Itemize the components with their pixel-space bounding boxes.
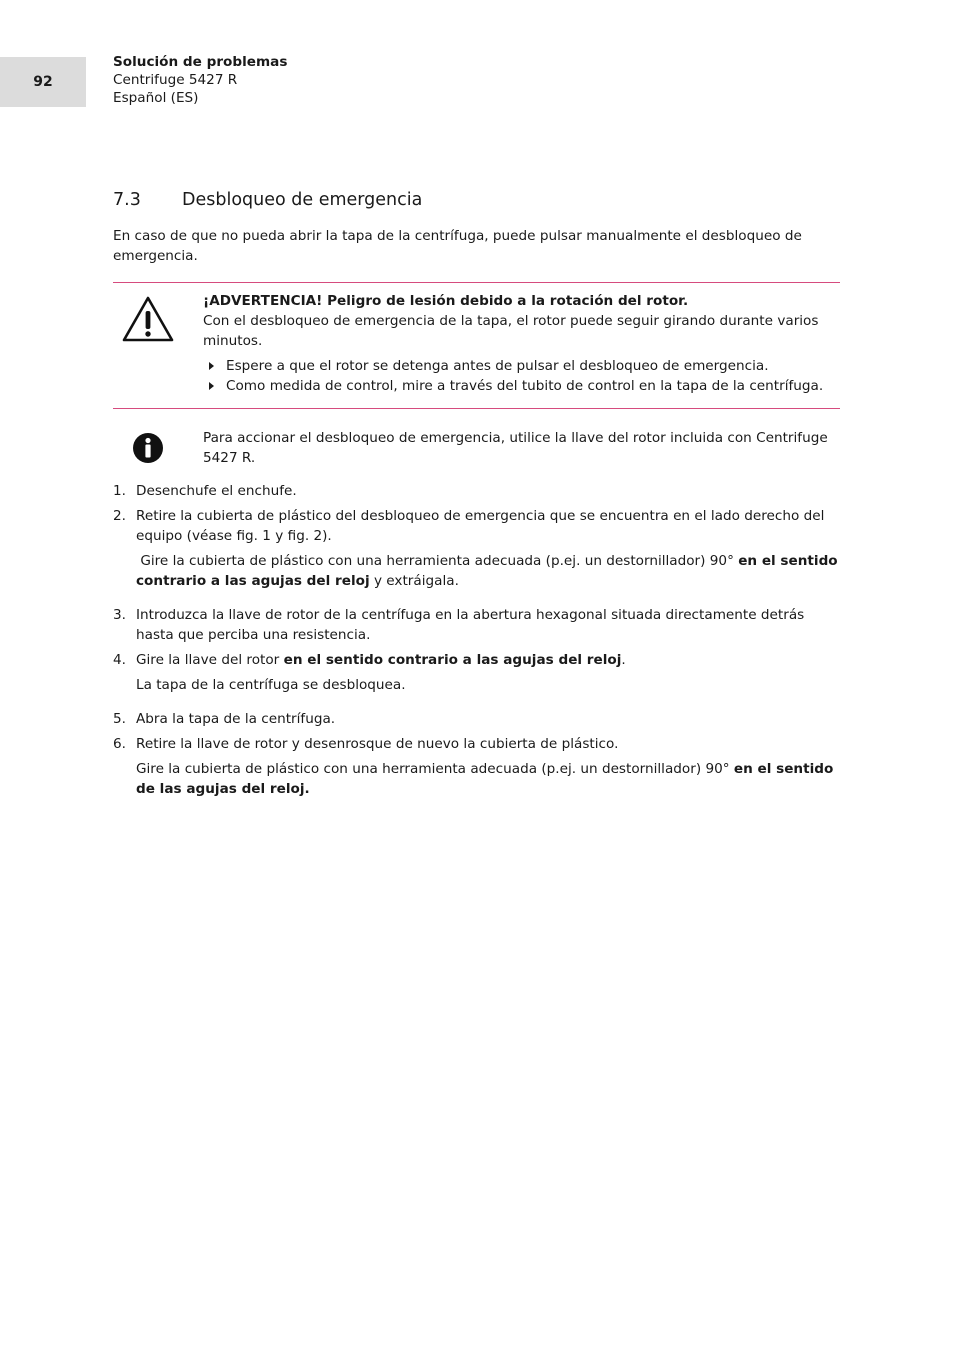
warning-top-rule xyxy=(113,282,840,283)
warning-title: ¡ADVERTENCIA! Peligro de lesión debido a la rotación del rotor. xyxy=(203,293,689,309)
step-4: 4. Gire la llave del rotor en el sentido contrario a las agujas del reloj. La tapa de la centrífuga se desbloquea. xyxy=(113,650,840,695)
list-item: Como medida de control, mire a través del tubito de control en la tapa de la centrífuga. xyxy=(203,376,835,396)
product-name: Centrifuge 5427 R xyxy=(113,72,238,88)
step-3: 3. Introduzca la llave de rotor de la centrífuga en la abertura hexagonal situada directamente detrás hasta que perciba una resistencia. xyxy=(113,607,805,643)
step-1: 1. Desenchufe el enchufe. xyxy=(113,483,297,499)
section-title: Desbloqueo de emergencia xyxy=(182,190,423,210)
step-4-result: La tapa de la centrífuga se desbloquea. xyxy=(136,677,406,693)
steps-list xyxy=(113,481,840,799)
list-item: Espere a que el rotor se detenga antes de pulsar el desbloqueo de emergencia. xyxy=(203,356,835,376)
info-icon xyxy=(132,432,164,464)
warning-list xyxy=(203,356,835,396)
step-2-detail: Gire la cubierta de plástico con una herramienta adecuada (p.ej. un destornillador) 90° en el sentido contrario a las agujas del reloj y extráigala. xyxy=(136,553,838,589)
bullet-arrow-icon xyxy=(209,382,214,390)
section-number: 7.3 xyxy=(113,190,141,210)
page-number: 92 xyxy=(0,57,86,107)
warning-body: Con el desbloqueo de emergencia de la tapa, el rotor puede seguir girando durante varios minutos. xyxy=(203,313,819,349)
info-note: Para accionar el desbloqueo de emergencia, utilice la llave del rotor incluida con Centrifuge 5427 R. xyxy=(203,430,828,466)
warning-block xyxy=(203,291,835,396)
step-2: 2. Retire la cubierta de plástico del desbloqueo de emergencia que se encuentra en el lado derecho del equipo (véase fig. 1 y fig. 2). Gire la cubierta de plástico con una herramienta adecuada (p.ej. un destornillador) 90° en el sentido contrario a las agujas del reloj y extráigala. xyxy=(113,506,840,591)
language-label: Español (ES) xyxy=(113,90,199,106)
intro-paragraph: En caso de que no pueda abrir la tapa de la centrífuga, puede pulsar manualmente el desbloqueo de emergencia. xyxy=(113,228,802,264)
step-5: 5. Abra la tapa de la centrífuga. xyxy=(113,711,336,727)
section-heading xyxy=(113,190,422,210)
warning-bottom-rule xyxy=(113,408,840,409)
step-6: 6. Retire la llave de rotor y desenrosque de nuevo la cubierta de plástico. Gire la cubierta de plástico con una herramienta adecuada (p.ej. un destornillador) 90° en el sentido de las agujas del reloj. xyxy=(113,734,840,799)
chapter-title: Solución de problemas xyxy=(113,54,288,70)
running-header xyxy=(113,53,287,107)
step-6-detail: Gire la cubierta de plástico con una herramienta adecuada (p.ej. un destornillador) 90° en el sentido de las agujas del reloj. xyxy=(136,761,834,797)
warning-triangle-icon xyxy=(121,295,175,343)
bullet-arrow-icon xyxy=(209,362,214,370)
